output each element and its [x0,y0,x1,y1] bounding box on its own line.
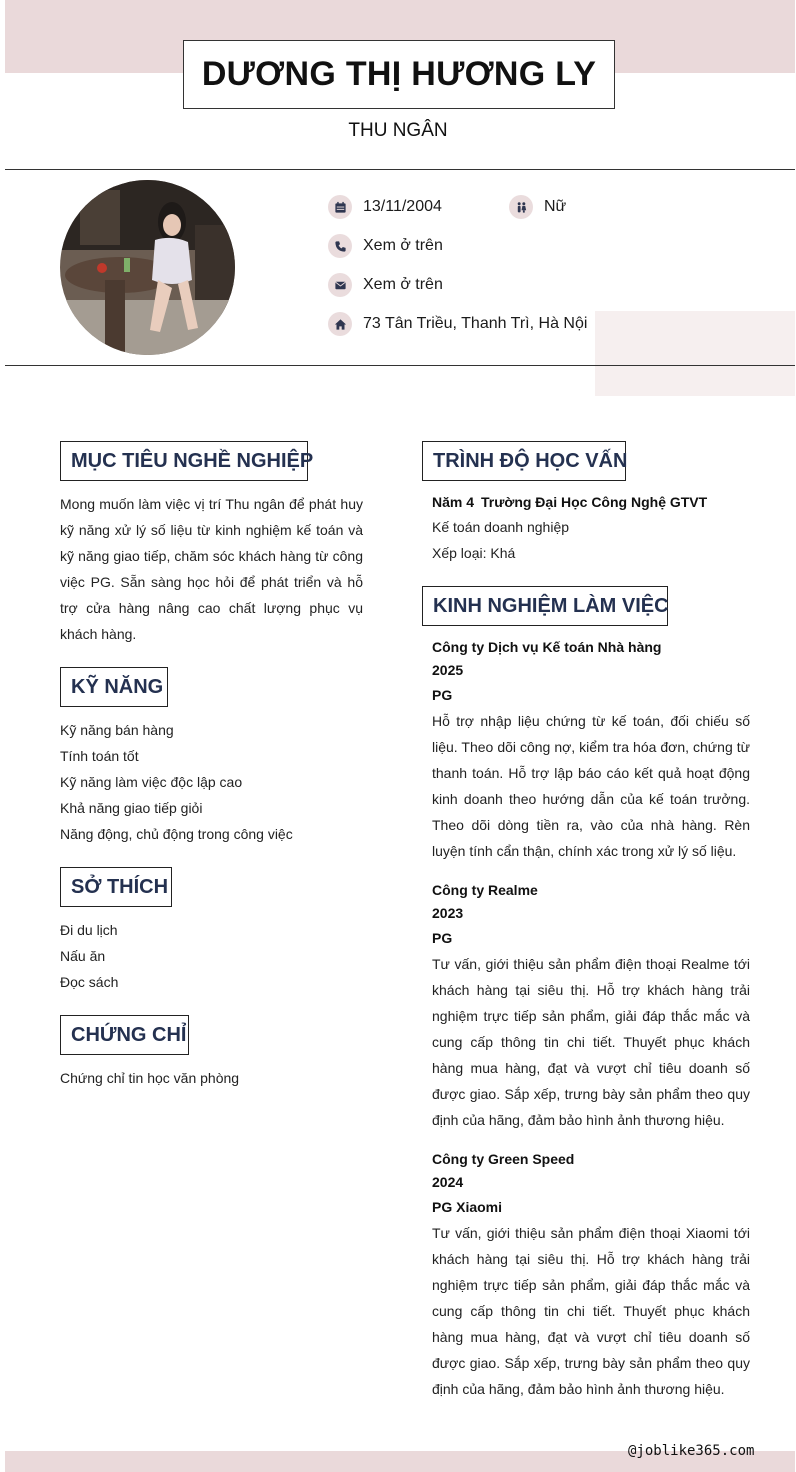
skill-item: Kỹ năng làm việc độc lập cao [60,774,243,790]
watermark: @joblike365.com [628,1443,755,1459]
education-major: Kế toán doanh nghiệp [432,519,570,535]
candidate-name: DƯƠNG THỊ HƯƠNG LY [201,55,597,93]
phone-icon [328,234,352,258]
phone-text: Xem ở trên [363,237,443,254]
job-company: Công ty Dịch vụ Kế toán Nhà hàng [432,639,662,655]
address-row [328,312,587,336]
skill-item: Tính toán tốt [60,748,139,764]
job-description: Tư vấn, giới thiệu sản phẩm điện thoại Xiaomi tới khách hàng tại siêu thị. Hỗ trợ khách hàng trải nghiệm trực tiếp sản phẩm, giải đáp thắc mắc và cung cấp thông tin chi tiết. Thuyết phục khách hàng mua hàng, đạt và vượt chỉ tiêu doanh số được giao. Sắp xếp, trưng bày sản phẩm theo quy định của hãng, đảm bảo hình ảnh thương hiệu. [432,1225,750,1397]
skill-item: Khả năng giao tiếp giỏi [60,800,203,816]
calendar-icon [328,195,352,219]
hobbies-heading: SỞ THÍCH [60,867,172,907]
job-year: 2025 [432,662,464,678]
skill-item: Năng động, chủ động trong công việc [60,826,293,842]
email-text: Xem ở trên [363,276,443,293]
skills-heading: KỸ NĂNG [60,667,168,707]
experience-heading: KINH NGHIỆM LÀM VIỆC [422,586,668,626]
education-school: Trường Đại Học Công Nghệ GTVT [481,494,708,510]
home-icon [328,312,352,336]
education-year: Năm 4 [432,494,475,510]
skill-item: Kỹ năng bán hàng [60,722,174,738]
job-role: PG Xiaomi [432,1199,503,1215]
hobby-item: Đọc sách [60,974,119,990]
gender-icon [509,195,533,219]
email-row [328,273,443,297]
job-description: Tư vấn, giới thiệu sản phẩm điện thoại Realme tới khách hàng tại siêu thị. Hỗ trợ khách hàng trải nghiệm trực tiếp sản phẩm, giải đáp thắc mắc và cung cấp thông tin chi tiết. Thuyết phục khách hàng mua hàng, đạt và vượt chỉ tiêu doanh số được giao. Sắp xếp, trưng bày sản phẩm theo quy định của hãng, đảm bảo hình ảnh thương hiệu. [432,956,750,1128]
job-company: Công ty Realme [432,882,538,898]
job-role: PG [432,930,453,946]
name-box [183,40,615,109]
job-title: THU NGÂN [348,120,448,141]
job-description: Hỗ trợ nhập liệu chứng từ kế toán, đối chiếu số liệu. Theo dõi công nợ, kiểm tra hóa đơn, chứng từ thanh toán. Hỗ trợ lập báo cáo kết quả hoạt động kinh doanh theo hướng dẫn của kế toán trưởng. Theo dõi dòng tiền ra, vào của nhà hàng. Rèn luyện tính cẩn thận, chính xác trong xử lý số liệu. [432,713,750,859]
certificate-item: Chứng chỉ tin học văn phòng [60,1070,240,1086]
gender-text: Nữ [544,198,567,215]
address-text: 73 Tân Triều, Thanh Trì, Hà Nội [363,315,588,332]
job-role: PG [432,687,453,703]
education-heading: TRÌNH ĐỘ HỌC VẤN [422,441,626,481]
mail-icon [328,273,352,297]
decorative-box [595,311,795,396]
education-grade: Xếp loại: Khá [432,545,516,561]
gender-row [509,195,566,219]
birthday-text: 13/11/2004 [363,198,442,215]
birthday-row [328,195,442,219]
certificates-heading: CHỨNG CHỈ [60,1015,189,1055]
phone-row [328,234,443,258]
avatar [60,180,235,355]
job-company: Công ty Green Speed [432,1151,575,1167]
job-year: 2024 [432,1174,464,1190]
hobby-item: Nấu ăn [60,948,106,964]
job-year: 2023 [432,905,464,921]
divider-bottom [5,365,795,366]
objective-text: Mong muốn làm việc vị trí Thu ngân để phát huy kỹ năng xử lý số liệu từ kinh nghiệm kế toán và kỹ năng giao tiếp, chăm sóc khách hàng từ công việc PG. Sẵn sàng học hỏi để phát triển và hỗ trợ cửa hàng nâng cao chất lượng phục vụ khách hàng. [60,496,363,642]
hobby-item: Đi du lịch [60,922,118,938]
divider-top [5,169,795,170]
objective-heading: MỤC TIÊU NGHỀ NGHIỆP [60,441,308,481]
